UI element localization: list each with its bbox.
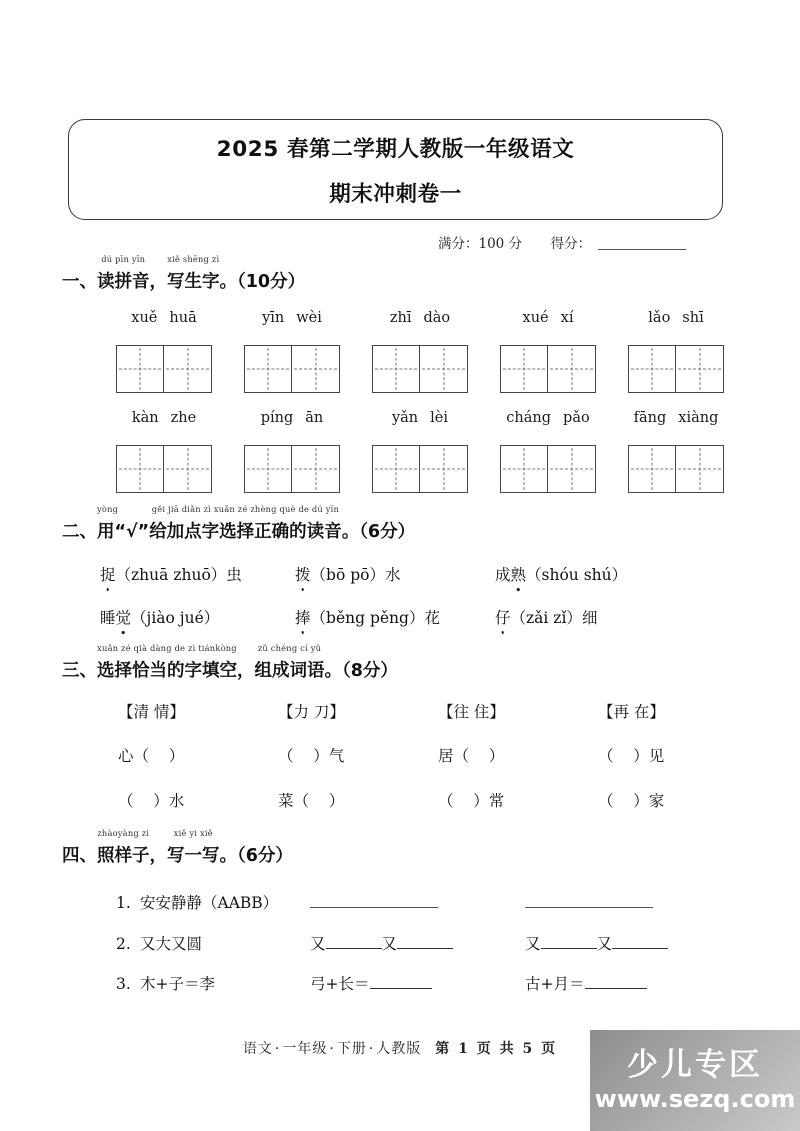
pinyin-syllable: píng xyxy=(260,410,294,426)
item-number: 2. xyxy=(116,935,131,953)
pronunciation-options: （zhuā zhuō） xyxy=(115,566,227,584)
grid-pair xyxy=(484,345,612,393)
pronunciation-options: （běng pěng） xyxy=(310,609,425,627)
watermark-url: www.sezq.com xyxy=(594,1085,796,1113)
item-prefix: 成 xyxy=(495,566,511,584)
answer-blank[interactable] xyxy=(612,934,668,949)
grid-pair xyxy=(100,445,228,493)
pinyin-syllable: shī xyxy=(682,310,704,326)
tianzige-cell[interactable] xyxy=(372,345,420,393)
dotted-character: 拨 xyxy=(295,563,311,585)
grid-pair xyxy=(484,445,612,493)
paper-title-line2: 期末冲刺卷一 xyxy=(329,181,462,207)
fill-blank-item[interactable]: （ ）见 xyxy=(598,747,665,765)
section-3-choice-row xyxy=(118,700,758,722)
tianzige-cell[interactable] xyxy=(500,445,548,493)
pinyin-syllable: huā xyxy=(169,310,197,326)
section-4-item-2 xyxy=(116,932,756,954)
answer-slot[interactable] xyxy=(310,893,525,912)
answer-blank[interactable] xyxy=(525,893,653,908)
item-prefix: 睡 xyxy=(100,609,116,627)
equation-prompt: 弓+长＝ xyxy=(310,975,370,993)
grid-pair xyxy=(356,345,484,393)
section-4-period: 。 xyxy=(219,846,237,866)
pinyin-annotation: zhàoyàng zi xyxy=(97,828,150,838)
item-suffix: 虫 xyxy=(226,566,242,584)
section-2-ruby-1 xyxy=(97,504,119,543)
item-number: 1. xyxy=(116,894,131,912)
section-4-heading xyxy=(62,828,293,867)
pinyin-syllable: fāng xyxy=(633,410,667,426)
section-4-comma: ， xyxy=(149,846,167,866)
pinyin-annotation: yòng xyxy=(97,504,119,514)
watermark-brand: 少儿专区 xyxy=(627,1047,763,1083)
pinyin-syllable: xuě xyxy=(131,310,158,326)
watermark-logo xyxy=(590,1030,800,1131)
answer-blank[interactable] xyxy=(541,934,597,949)
section-4-ruby-2 xyxy=(167,828,220,867)
got-score-blank[interactable] xyxy=(598,236,686,250)
answer-slot[interactable] xyxy=(525,972,740,994)
grid-pair xyxy=(612,445,740,493)
pinyin-annotation: zǔ chéng cí yǔ xyxy=(257,643,322,653)
choice-bracket: 【清 情】 xyxy=(118,703,185,721)
tianzige-cell[interactable] xyxy=(244,345,292,393)
item-model: 木+子＝李 xyxy=(140,975,215,993)
answer-slot[interactable] xyxy=(310,972,525,994)
paper-title-box xyxy=(68,119,723,220)
got-score-label: 得分： xyxy=(550,236,592,252)
section-1-heading xyxy=(62,254,306,293)
pinyin-group xyxy=(356,310,484,326)
section-4-text-2: 写一写 xyxy=(167,846,220,866)
section-3-ruby-1 xyxy=(97,643,237,682)
section-3-heading xyxy=(62,643,398,682)
tianzige-cell[interactable] xyxy=(292,445,340,493)
section-4-item-1 xyxy=(116,891,756,913)
pinyin-syllable: lǎo xyxy=(648,310,671,326)
footer-separator: · xyxy=(329,1041,335,1057)
tianzige-cell[interactable] xyxy=(164,445,212,493)
section-2-number: 二、 xyxy=(62,522,97,542)
pattern-char: 又 xyxy=(596,935,613,953)
character-grid-row-2 xyxy=(100,445,740,493)
pronunciation-options: （bō pō） xyxy=(310,566,385,584)
section-3-text-1: 选择恰当的字填空 xyxy=(97,661,237,681)
section-2-heading xyxy=(62,504,416,543)
footer-page-number: 第 1 页 共 5 页 xyxy=(435,1041,558,1057)
section-4-text-1: 照样子 xyxy=(97,846,150,866)
pattern-char: 又 xyxy=(310,935,326,953)
tianzige-cell[interactable] xyxy=(164,345,212,393)
choice-bracket: 【力 刀】 xyxy=(278,703,345,721)
section-2-row-1 xyxy=(100,563,750,585)
pinyin-annotation: dú pīn yīn xyxy=(101,254,146,264)
section-3-ruby-2 xyxy=(254,643,325,682)
fill-blank-item[interactable]: （ ）常 xyxy=(438,792,505,810)
section-1-period: 。 xyxy=(219,272,237,292)
pattern-char: 又 xyxy=(381,935,398,953)
pinyin-syllable: dào xyxy=(423,310,451,326)
answer-blank[interactable] xyxy=(310,893,438,908)
tianzige-cell[interactable] xyxy=(116,345,164,393)
pinyin-syllable: kàn xyxy=(131,410,159,426)
pinyin-syllable: xué xyxy=(522,310,549,326)
pinyin-group xyxy=(484,410,612,426)
pinyin-syllable: cháng xyxy=(506,410,552,426)
pinyin-syllable: yǎn xyxy=(391,410,419,426)
pinyin-annotation: xuǎn zé qià dàng de zì tiánkòng xyxy=(97,643,237,653)
item-number: 3. xyxy=(116,975,131,993)
pattern-char: 又 xyxy=(525,935,541,953)
answer-slot[interactable] xyxy=(525,893,740,912)
fill-blank-item[interactable]: （ ）气 xyxy=(278,747,345,765)
pronunciation-options: （zǎi zǐ） xyxy=(510,609,582,627)
answer-blank[interactable] xyxy=(397,934,453,949)
grid-pair xyxy=(356,445,484,493)
item-model: 又大又圆 xyxy=(140,935,203,953)
pronunciation-item[interactable] xyxy=(295,563,495,585)
section-3-period: 。 xyxy=(324,661,342,681)
choice-bracket: 【往 住】 xyxy=(438,703,505,721)
pinyin-syllable: lèi xyxy=(430,410,449,426)
section-2-check-mark: “√” xyxy=(114,522,150,542)
pinyin-group xyxy=(612,410,740,426)
pinyin-row-1 xyxy=(100,310,740,326)
fill-blank-item[interactable]: 菜（ ） xyxy=(278,792,345,810)
dotted-character: 捉 xyxy=(100,563,116,585)
tianzige-cell[interactable] xyxy=(676,445,724,493)
grid-pair xyxy=(612,345,740,393)
pinyin-group xyxy=(100,310,228,326)
answer-blank[interactable] xyxy=(585,974,647,989)
pinyin-group xyxy=(612,310,740,326)
tianzige-cell[interactable] xyxy=(292,345,340,393)
tianzige-cell[interactable] xyxy=(500,345,548,393)
grid-pair xyxy=(228,445,356,493)
section-3-points: （8分） xyxy=(342,661,398,681)
pinyin-annotation: xiě yi xiě xyxy=(173,828,213,838)
tianzige-cell[interactable] xyxy=(548,345,596,393)
pinyin-syllable: ān xyxy=(305,410,324,426)
section-1-ruby-1 xyxy=(97,254,150,293)
dotted-character: 熟 xyxy=(511,563,527,585)
pronunciation-item[interactable] xyxy=(100,606,295,628)
fill-blank-item[interactable]: （ ）家 xyxy=(598,792,665,810)
pinyin-syllable: wèi xyxy=(296,310,322,326)
footer-separator: · xyxy=(368,1041,375,1057)
fill-blank-item[interactable]: 居（ ） xyxy=(438,747,505,765)
item-model: 安安静静（AABB） xyxy=(140,894,279,912)
pinyin-annotation: xiě shēng zì xyxy=(167,254,220,264)
footer-edition: 人教版 xyxy=(376,1041,422,1057)
pinyin-group xyxy=(228,410,356,426)
pronunciation-item[interactable] xyxy=(295,606,495,628)
section-2-text-2: 给加点字选择正确的读音 xyxy=(149,522,342,542)
pinyin-group xyxy=(356,410,484,426)
tianzige-cell[interactable] xyxy=(244,445,292,493)
pinyin-syllable: zhī xyxy=(389,310,412,326)
tianzige-cell[interactable] xyxy=(116,445,164,493)
pinyin-syllable: pǎo xyxy=(563,410,590,426)
pronunciation-options: （jiào jué） xyxy=(131,609,220,627)
fill-blank-item[interactable]: （ ）水 xyxy=(118,792,185,810)
answer-blank[interactable] xyxy=(370,974,432,989)
section-2-period: 。 xyxy=(341,522,360,542)
tianzige-cell[interactable] xyxy=(548,445,596,493)
full-score-label: 满分：100 分 xyxy=(438,236,523,252)
section-2-text-1: 用 xyxy=(97,522,115,542)
section-3-fill-row-1 xyxy=(118,744,758,766)
pinyin-group xyxy=(484,310,612,326)
section-2-points: （6分） xyxy=(359,522,416,542)
section-4-points: （6分） xyxy=(237,846,293,866)
item-suffix: 花 xyxy=(424,609,440,627)
section-1-comma: ， xyxy=(149,272,167,292)
pinyin-group xyxy=(100,410,228,426)
pronunciation-item[interactable] xyxy=(495,606,695,628)
section-3-fill-row-2 xyxy=(118,789,758,811)
answer-slot[interactable] xyxy=(310,932,525,954)
tianzige-cell[interactable] xyxy=(628,345,676,393)
pronunciation-item[interactable] xyxy=(100,563,295,585)
fill-blank-item[interactable]: 心（ ） xyxy=(118,747,185,765)
section-1-points: （10分） xyxy=(237,272,306,292)
footer-volume: 下册 xyxy=(336,1041,367,1057)
footer-grade: 一年级 xyxy=(282,1041,328,1057)
dotted-character: 仔 xyxy=(495,606,511,628)
answer-blank[interactable] xyxy=(326,934,382,949)
section-1-number: 一、 xyxy=(62,272,97,292)
item-suffix: 细 xyxy=(581,609,598,627)
grid-pair xyxy=(100,345,228,393)
pinyin-annotation: gěi jiā diǎn zì xuǎn zé zhèng què de dú yīn xyxy=(151,504,340,514)
footer-separator: · xyxy=(274,1041,281,1057)
character-grid-row-1 xyxy=(100,345,740,393)
paper-title-line1: 2025 春第二学期人教版一年级语文 xyxy=(216,136,575,162)
pinyin-syllable: yīn xyxy=(262,310,285,326)
section-3-comma: ， xyxy=(237,661,255,681)
pronunciation-options: （shóu shú） xyxy=(526,566,628,584)
answer-slot[interactable] xyxy=(525,932,740,954)
section-1-text-2: 写生字 xyxy=(167,272,220,292)
section-4-item-3 xyxy=(116,972,756,994)
section-2-row-2 xyxy=(100,606,750,628)
item-suffix: 水 xyxy=(384,566,401,584)
tianzige-cell[interactable] xyxy=(628,445,676,493)
pinyin-row-2 xyxy=(100,410,740,426)
tianzige-cell[interactable] xyxy=(420,445,468,493)
pronunciation-item[interactable] xyxy=(495,563,695,585)
section-2-ruby-2 xyxy=(149,504,342,543)
grid-pair xyxy=(228,345,356,393)
footer-subject: 语文 xyxy=(242,1041,273,1057)
tianzige-cell[interactable] xyxy=(676,345,724,393)
pinyin-syllable: xiàng xyxy=(678,410,719,426)
section-4-ruby-1 xyxy=(97,828,150,867)
section-3-number: 三、 xyxy=(62,661,97,681)
dotted-character: 觉 xyxy=(116,606,132,628)
section-1-text-1: 读拼音 xyxy=(97,272,150,292)
choice-bracket: 【再 在】 xyxy=(598,703,665,721)
tianzige-cell[interactable] xyxy=(372,445,420,493)
section-4-number: 四、 xyxy=(62,846,97,866)
tianzige-cell[interactable] xyxy=(420,345,468,393)
score-line xyxy=(438,232,686,252)
pinyin-syllable: zhe xyxy=(170,410,197,426)
dotted-character: 捧 xyxy=(295,606,311,628)
equation-prompt: 古+月＝ xyxy=(525,975,585,993)
section-1-ruby-2 xyxy=(167,254,220,293)
section-3-text-2: 组成词语 xyxy=(254,661,325,681)
pinyin-syllable: xí xyxy=(560,310,574,326)
pinyin-group xyxy=(228,310,356,326)
